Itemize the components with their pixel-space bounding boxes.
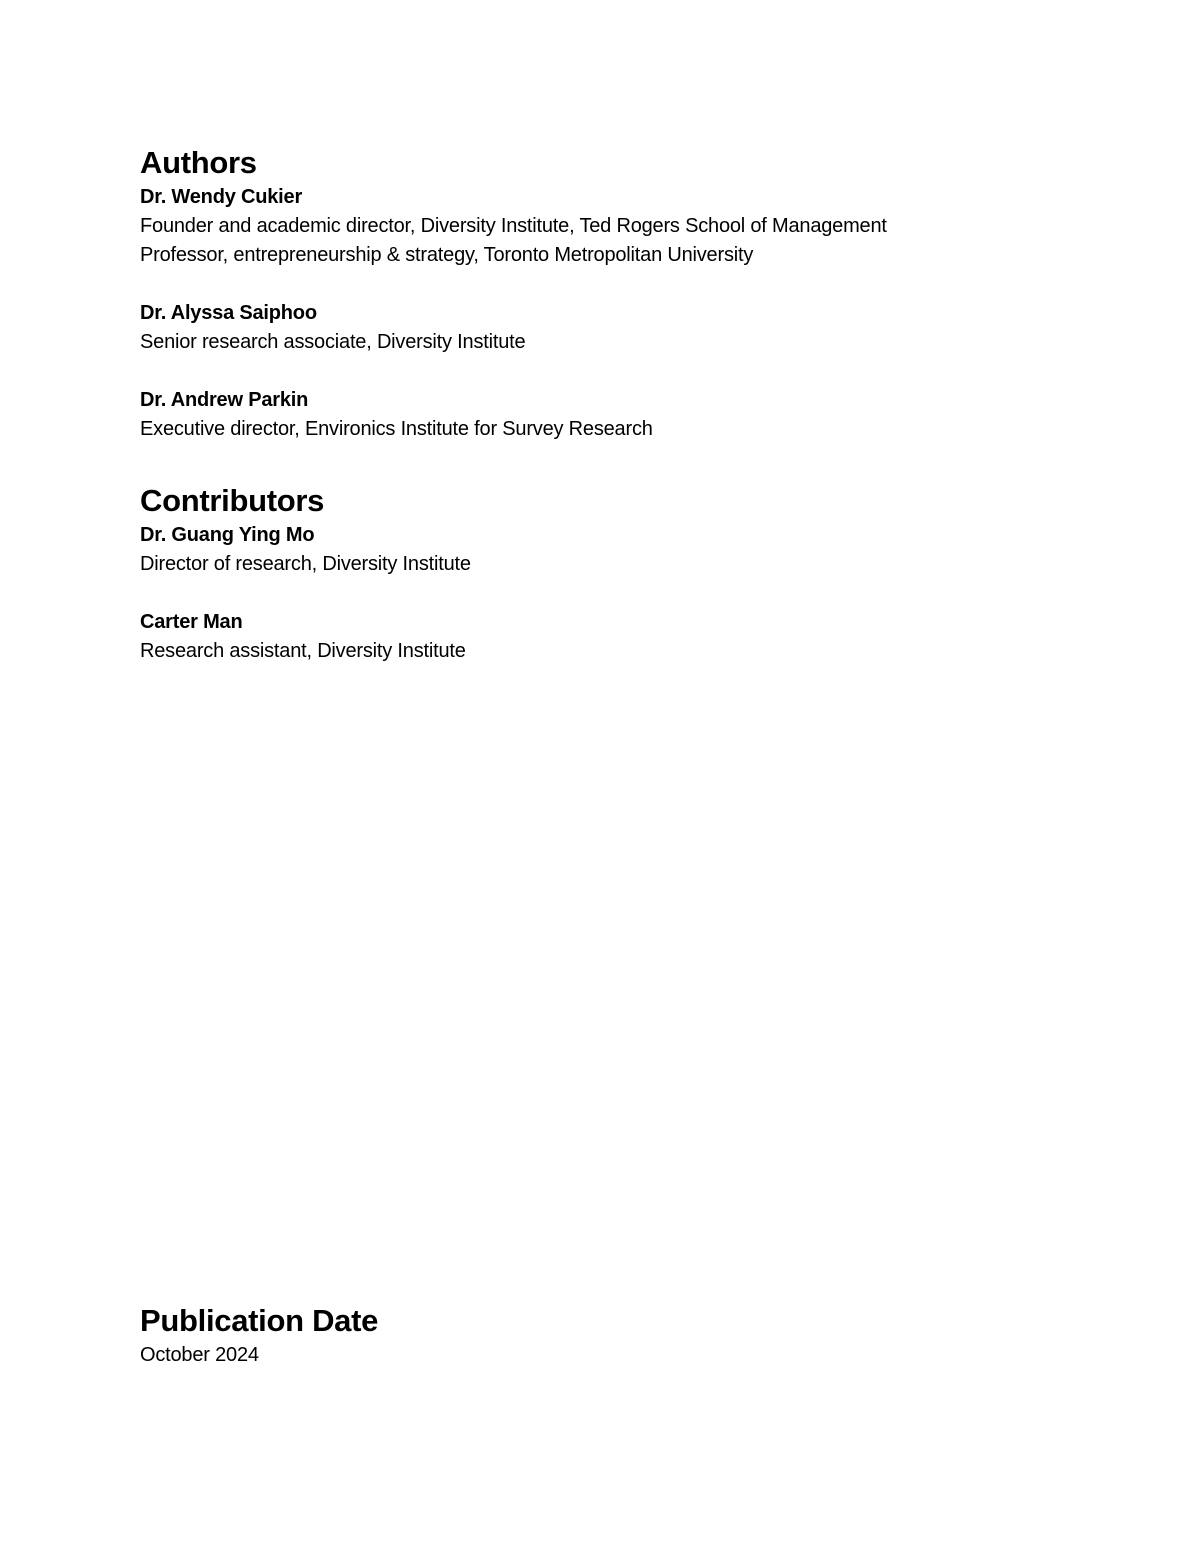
contributor-name: Dr. Guang Ying Mo [140, 524, 315, 546]
contributor-entry [140, 520, 1080, 579]
contributor-entry [140, 607, 1080, 666]
contributor-role: Director of research, Diversity Institute [140, 553, 471, 575]
contributor-name: Carter Man [140, 611, 243, 633]
author-entry [140, 298, 1080, 357]
author-name: Dr. Alyssa Saiphoo [140, 302, 317, 324]
author-role: Professor, entrepreneurship & strategy, Toronto Metropolitan University [140, 244, 754, 266]
author-roles [140, 212, 1080, 270]
contributor-roles [140, 550, 1080, 579]
author-role: Executive director, Environics Institute for Survey Research [140, 418, 653, 440]
publication-date: October 2024 [140, 1344, 259, 1366]
authors-list [140, 182, 1080, 444]
author-roles [140, 415, 1080, 444]
author-role: Senior research associate, Diversity Institute [140, 331, 526, 353]
authors-heading: Authors [140, 145, 257, 180]
contributors-section [140, 482, 1080, 666]
contributor-roles [140, 637, 1080, 666]
publication-section [140, 1302, 1080, 1370]
contributor-role: Research assistant, Diversity Institute [140, 640, 466, 662]
contributors-list [140, 520, 1080, 666]
author-name: Dr. Wendy Cukier [140, 186, 303, 208]
author-entry [140, 182, 1080, 270]
author-roles [140, 328, 1080, 357]
publication-heading: Publication Date [140, 1303, 379, 1338]
author-role: Founder and academic director, Diversity Institute, Ted Rogers School of Management [140, 215, 887, 237]
authors-section [140, 144, 1080, 444]
contributors-heading: Contributors [140, 483, 325, 518]
author-entry [140, 385, 1080, 444]
author-name: Dr. Andrew Parkin [140, 389, 309, 411]
